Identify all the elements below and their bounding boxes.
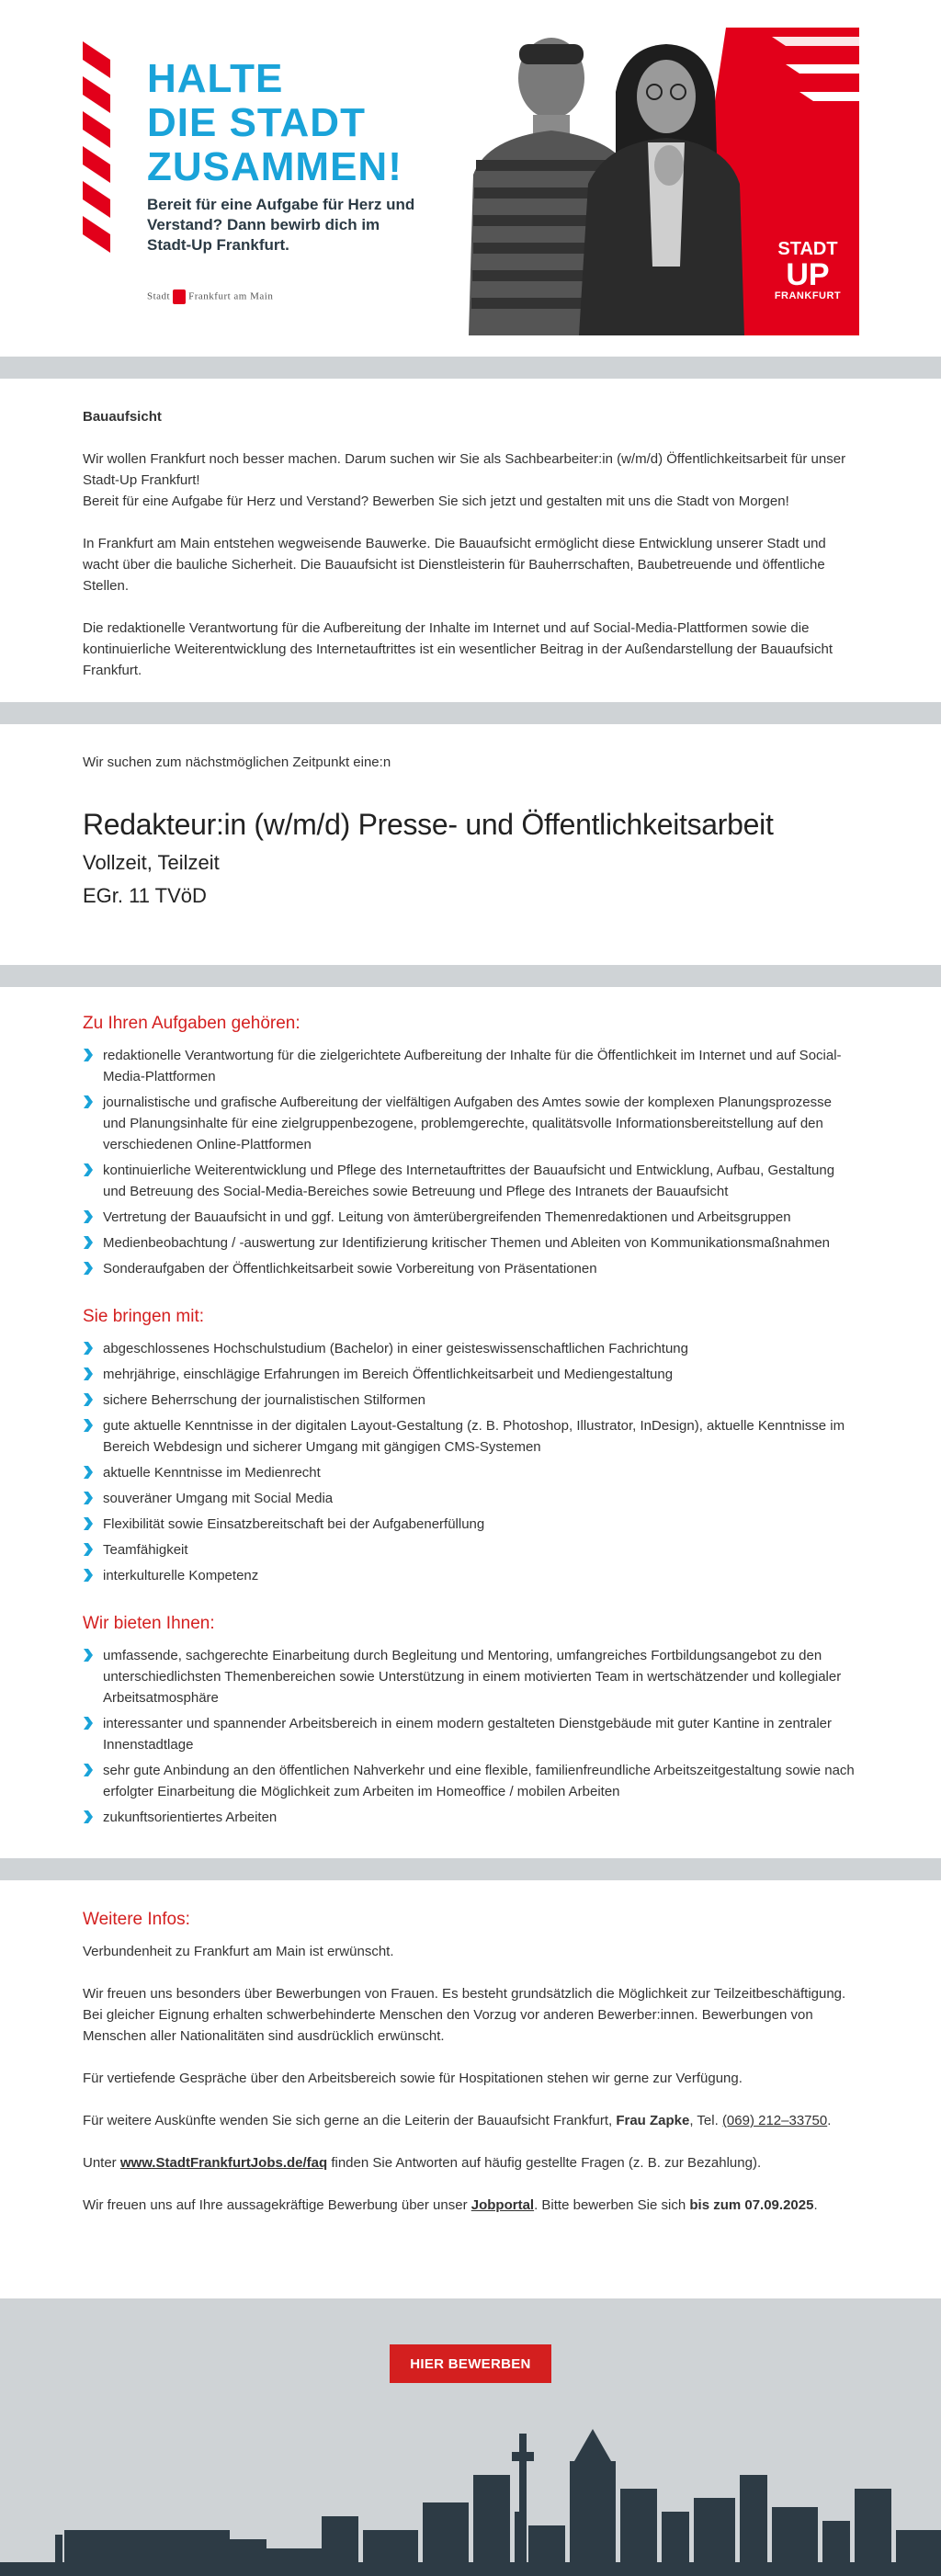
list-item-text: Vertretung der Bauaufsicht in und ggf. Leitung von ämterübergreifenden Themenredaktionen und Arbeitsgruppen: [103, 1209, 791, 1225]
info-paragraph: Wir freuen uns besonders über Bewerbungen von Frauen. Es besteht grundsätzlich die Möglichkeit zur Teilzeitbeschäftigung. Bei gleicher Eignung erhalten schwerbehinderte Menschen den Vorzug vor anderen Bewerber:innen. Bewerbungen von Menschen aller Nationalitäten sind ausdrücklich erwünscht.: [83, 1986, 846, 2044]
chevron-right-icon: [83, 1095, 94, 1108]
list-item: [83, 1807, 858, 1828]
offer-list: [83, 1645, 858, 1828]
list-item: [83, 1045, 858, 1087]
chevron-right-icon: [83, 1466, 94, 1479]
intro-paragraph: Wir wollen Frankfurt noch besser machen. Darum suchen wir Sie als Sachbearbeiter:in (w/m/d) Öffentlichkeitsarbeit für unser Stadt-Up Frankfurt!: [83, 451, 846, 488]
list-item-text: gute aktuelle Kenntnisse in der digitalen Layout-Gestaltung (z. B. Photoshop, Illustrator, InDesign), aktuelle Kenntnisse im Bereich Webdesign und sicherer Umgang mit gängigen CMS-Systemen: [103, 1418, 845, 1455]
chevron-right-icon: [83, 1492, 94, 1504]
list-item-text: kontinuierliche Weiterentwicklung und Pflege des Internetauftrittes der Bauaufsicht und Entwicklung, Aufbau, Gestaltung und Betreuung des Social-Media-Bereiches sowie Betreuung und Pflege des Intranets der Bauaufsicht: [103, 1163, 835, 1199]
intro-paragraph: Die redaktionelle Verantwortung für die Aufbereitung der Inhalte im Internet und auf Social-Media-Plattformen sowie die kontinuierliche Weiterentwicklung des Internetauftrittes ist ein wesentlicher Beitrag in der Außendarstellung der Bauaufsicht Frankfurt.: [83, 620, 833, 678]
job-details: [0, 987, 941, 1858]
list-item-text: Flexibilität sowie Einsatzbereitschaft bei der Aufgabenerfüllung: [103, 1516, 485, 1532]
chevron-right-icon: [83, 1049, 94, 1061]
chevron-right-icon: [83, 1649, 94, 1662]
contact-name: Frau Zapke: [616, 2113, 690, 2128]
job-lead: Wir suchen zum nächstmöglichen Zeitpunkt eine:n: [83, 755, 391, 770]
chevron-right-icon: [83, 1517, 94, 1530]
hero-subline: Bereit für eine Aufgabe für Herz und Verstand? Dann bewirb dich im Stadt-Up Frankfurt.: [147, 196, 415, 254]
chevron-right-icon: [83, 1419, 94, 1432]
list-item: [83, 1338, 858, 1359]
tasks-list: [83, 1045, 858, 1279]
list-item: [83, 1390, 858, 1411]
contact-paragraph: Für weitere Auskünfte wenden Sie sich gerne an die Leiterin der Bauaufsicht Frankfurt, Frau Zapke, Tel. (069) 212–33750.: [83, 2113, 832, 2128]
intro-paragraph: In Frankfurt am Main entstehen wegweisende Bauwerke. Die Bauaufsicht ermöglicht diese Entwicklung unserer Stadt und wacht über die bauliche Sicherheit. Die Bauaufsicht ist Dienstleisterin für Bauherrschaften, Baubetreuende und öffentliche Stellen.: [83, 536, 826, 594]
job-header: [0, 724, 941, 965]
list-item: [83, 1160, 858, 1202]
chevron-right-icon: [83, 1569, 94, 1582]
list-item: [83, 1364, 858, 1385]
hero-banner: [0, 0, 941, 357]
list-item: [83, 1415, 858, 1458]
list-item: [83, 1232, 858, 1254]
list-item-text: Sonderaufgaben der Öffentlichkeitsarbeit sowie Vorbereitung von Präsentationen: [103, 1261, 597, 1277]
hero-headline: HALTE DIE STADT ZUSAMMEN!: [147, 56, 402, 189]
job-type: Vollzeit, Teilzeit: [83, 851, 220, 874]
list-item-text: Medienbeobachtung / -auswertung zur Identifizierung kritischer Themen und Ableiten von Kommunikationsmaßnahmen: [103, 1235, 831, 1251]
faq-paragraph: Unter www.StadtFrankfurtJobs.de/faq finden Sie Antworten auf häufig gestellte Fragen (z. B. zur Bezahlung).: [83, 2155, 762, 2171]
list-item: [83, 1713, 858, 1755]
list-item-text: aktuelle Kenntnisse im Medienrecht: [103, 1465, 321, 1481]
apply-paragraph: Wir freuen uns auf Ihre aussagekräftige Bewerbung über unser Jobportal. Bitte bewerben Sie sich bis zum 07.09.2025.: [83, 2197, 818, 2213]
chevron-right-icon: [83, 1236, 94, 1249]
further-info: [0, 1880, 941, 2298]
infos-heading: Weitere Infos:: [83, 1910, 190, 1929]
jobportal-link[interactable]: Jobportal: [470, 2197, 535, 2213]
list-item-text: interessanter und spannender Arbeitsbereich in einem modern gestalteten Dienstgebäude mit guter Kantine in zentraler Innenstadtlage: [103, 1716, 832, 1753]
chevron-right-icon: [83, 1810, 94, 1823]
list-item-text: interkulturelle Kompetenz: [103, 1568, 259, 1583]
chevron-right-icon: [83, 1764, 94, 1776]
list-item-text: abgeschlossenes Hochschulstudium (Bachelor) in einer geisteswissenschaftlichen Fachrichtung: [103, 1341, 688, 1356]
list-item: [83, 1462, 858, 1483]
list-item: [83, 1514, 858, 1535]
stripe-decoration: [83, 41, 110, 253]
stadt-up-logo: STADT UP FRANKFURT: [774, 239, 842, 301]
offer-heading: Wir bieten Ihnen:: [83, 1614, 215, 1633]
list-item-text: sichere Beherrschung der journalistischen Stilformen: [103, 1392, 426, 1408]
apply-button[interactable]: HIER BEWERBEN: [390, 2344, 551, 2383]
list-item-text: zukunftsorientiertes Arbeiten: [103, 1810, 278, 1825]
list-item-text: redaktionelle Verantwortung für die zielgerichtete Aufbereitung der Inhalte für die Öffentlichkeit im Internet und auf Social-Media-Plattformen: [103, 1048, 842, 1084]
faq-link[interactable]: www.StadtFrankfurtJobs.de/faq: [119, 2155, 328, 2171]
chevron-right-icon: [83, 1393, 94, 1406]
list-item: [83, 1539, 858, 1560]
list-item-text: Teamfähigkeit: [103, 1542, 188, 1558]
tasks-heading: Zu Ihren Aufgaben gehören:: [83, 1014, 300, 1033]
profile-heading: Sie bringen mit:: [83, 1307, 205, 1326]
list-item: [83, 1760, 858, 1802]
job-pay-grade: EGr. 11 TVöD: [83, 884, 207, 907]
info-paragraph: Für vertiefende Gespräche über den Arbeitsbereich sowie für Hospitationen stehen wir gerne zur Verfügung.: [83, 2071, 743, 2086]
list-item: [83, 1645, 858, 1708]
footer: [0, 2298, 941, 2576]
chevron-right-icon: [83, 1367, 94, 1380]
chevron-right-icon: [83, 1342, 94, 1355]
info-paragraph: Verbundenheit zu Frankfurt am Main ist erwünscht.: [83, 1944, 394, 1959]
list-item: [83, 1207, 858, 1228]
list-item-text: umfassende, sachgerechte Einarbeitung durch Begleitung und Mentoring, umfangreiches Fortbildungsangebot zu den unterschiedlichsten Themenbereichen sowie Unterstützung in einem motivierten Team in wertschätzender und kollegialer Arbeitsatmosphäre: [103, 1648, 842, 1706]
department-heading: Bauaufsicht: [83, 409, 162, 425]
city-seal-icon: [173, 289, 186, 304]
list-item-text: sehr gute Anbindung an den öffentlichen Nahverkehr und eine flexible, familienfreundliche Arbeitszeitgestaltung sowie nach erfolgter Einarbeitung die Möglichkeit zum Arbeiten im Homeoffice / mobilen Arbeiten: [103, 1763, 855, 1799]
frankfurt-logo: Stadt Frankfurt am Main: [147, 289, 273, 304]
deadline: bis zum 07.09.2025: [689, 2197, 814, 2213]
chevron-right-icon: [83, 1163, 94, 1176]
intro-section: [0, 379, 941, 702]
job-title: Redakteur:in (w/m/d) Presse- und Öffentlichkeitsarbeit: [83, 808, 774, 841]
list-item: [83, 1092, 858, 1155]
chevron-right-icon: [83, 1717, 94, 1730]
list-item: [83, 1565, 858, 1586]
list-item-text: mehrjährige, einschlägige Erfahrungen im Bereich Öffentlichkeitsarbeit und Mediengestaltung: [103, 1367, 674, 1382]
profile-list: [83, 1338, 858, 1586]
phone-link[interactable]: (069) 212–33750: [721, 2113, 828, 2128]
list-item: [83, 1488, 858, 1509]
chevron-right-icon: [83, 1543, 94, 1556]
intro-paragraph: Bereit für eine Aufgabe für Herz und Verstand? Bewerben Sie sich jetzt und gestalten mit uns die Stadt von Morgen!: [83, 494, 789, 509]
list-item: [83, 1258, 858, 1279]
chevron-right-icon: [83, 1210, 94, 1223]
skyline-illustration: [0, 2420, 941, 2576]
list-item-text: souveräner Umgang mit Social Media: [103, 1491, 334, 1506]
chevron-right-icon: [83, 1262, 94, 1275]
list-item-text: journalistische und grafische Aufbereitung der vielfältigen Aufgaben des Amtes sowie der komplexen Planungsprozesse und Planungsinhalte für eine zielgruppenbezogene, problemgerechte, qualitätsvolle Informationsbereitstellung auf den verschiedenen Online-Plattformen: [103, 1095, 832, 1152]
